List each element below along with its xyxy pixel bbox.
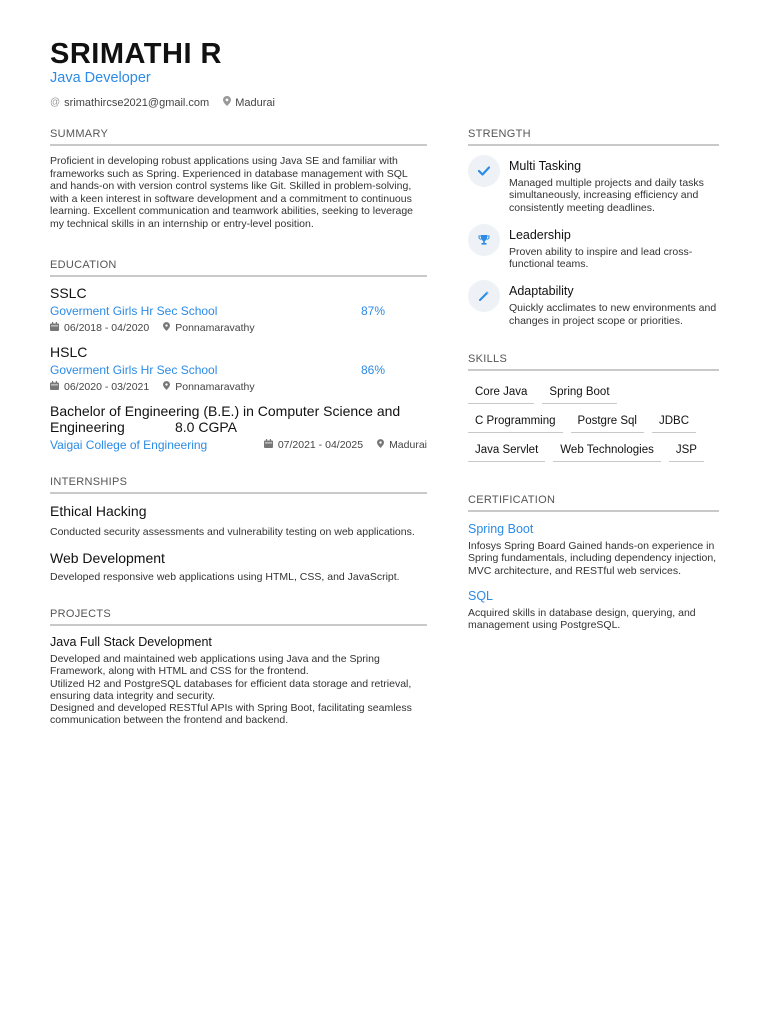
projects-heading: PROJECTS (50, 608, 427, 626)
skill-tag: Spring Boot (542, 383, 616, 404)
map-pin-icon (163, 322, 170, 334)
calendar-icon (264, 439, 273, 451)
education-item (50, 403, 427, 452)
education-dates: 07/2021 - 04/2025 (277, 439, 364, 451)
skill-tag: C Programming (468, 412, 563, 433)
location-text: Madurai (235, 96, 275, 109)
certification-title: SQL (468, 588, 494, 603)
strength-item (468, 159, 719, 214)
map-pin-icon (223, 96, 231, 109)
strength-desc: Quickly acclimates to new environments and changes in project scope or priorities. (509, 302, 717, 327)
right-column (468, 128, 719, 632)
calendar-icon (50, 381, 59, 393)
summary-text: Proficient in developing robust applications using Java SE and familiar with frameworks such as Spring. Experienced in database management with SQL and hands-on with version control systems like Git. Skilled in problem-solving, with a keen interest in software development and a commitment to continuous learning. Excellent communication and teamwork abilities, seeking to leverage my technical skills in an internship or entry-level position. (50, 155, 414, 230)
education-location: Ponnamaravathy (175, 381, 255, 393)
education-school: Goverment Girls Hr Sec School (50, 304, 218, 318)
education-score: 86% (360, 363, 385, 377)
left-column (50, 128, 427, 727)
education-item (50, 344, 427, 393)
map-pin-icon (163, 381, 170, 393)
education-heading: EDUCATION (50, 259, 427, 277)
education-degree: SSLC (50, 285, 87, 301)
skills-list (468, 383, 719, 462)
skill-tag: JSP (669, 441, 704, 462)
education-score: 87% (360, 304, 385, 318)
contact-info (50, 96, 275, 109)
strength-heading: STRENGTH (468, 128, 719, 146)
strength-desc: Managed multiple projects and daily tasks simultaneously, increasing efficiency and consistently meeting deadlines. (509, 177, 704, 214)
job-title: Java Developer (50, 70, 151, 86)
check-icon (468, 155, 500, 187)
strength-item (468, 284, 719, 327)
education-degree: HSLC (50, 344, 88, 360)
internship-title: Ethical Hacking (50, 503, 147, 519)
skill-tag: Core Java (468, 383, 534, 404)
skill-tag: Java Servlet (468, 441, 545, 462)
education-school: Vaigai College of Engineering (50, 438, 208, 452)
education-school: Goverment Girls Hr Sec School (50, 363, 218, 377)
strength-title: Multi Tasking (509, 159, 582, 173)
project-title: Java Full Stack Development (50, 635, 212, 649)
certification-title: Spring Boot (468, 522, 534, 537)
education-score: 8.0 CGPA (175, 419, 237, 435)
internship-item (50, 503, 427, 539)
strength-desc: Proven ability to inspire and lead cross-functional teams. (509, 245, 693, 271)
calendar-icon (50, 322, 59, 334)
certification-item (468, 522, 719, 577)
skills-heading: SKILLS (468, 353, 719, 371)
education-dates: 06/2018 - 04/2020 (64, 322, 150, 334)
internship-desc: Developed responsive web applications using HTML, CSS, and JavaScript. (50, 570, 400, 583)
certification-item (468, 589, 719, 632)
map-pin-icon (377, 439, 384, 451)
project-line: Utilized H2 and PostgreSQL databases for efficient data storage and retrieval, ensuring data integrity and security. (50, 677, 412, 702)
education-dates: 06/2020 - 03/2021 (64, 381, 150, 393)
education-degree: Bachelor of Engineering (B.E.) in Computer Science and Engineering (50, 403, 401, 435)
email-text: srimathircse2021@gmail.com (64, 96, 210, 109)
skill-tag: Web Technologies (553, 441, 661, 462)
project-line: Designed and developed RESTful APIs with Spring Boot, facilitating seamless communication between the frontend and backend. (50, 702, 412, 727)
education-location: Madurai (389, 439, 427, 451)
project-item (50, 635, 427, 727)
magic-wand-icon (468, 280, 500, 312)
location-contact (223, 96, 275, 109)
email-contact[interactable] (50, 97, 209, 109)
skill-tag: Postgre Sql (571, 412, 644, 433)
certification-desc: Infosys Spring Board Gained hands-on experience in Spring fundamentals, including dependency injection, MVC architecture, and RESTful web services. (468, 540, 717, 577)
at-icon: @ (50, 96, 61, 108)
education-location: Ponnamaravathy (175, 322, 255, 334)
certification-heading: CERTIFICATION (468, 494, 719, 512)
internship-title: Web Development (50, 549, 165, 566)
summary-heading: SUMMARY (50, 128, 427, 146)
project-desc (50, 653, 427, 727)
internships-heading: INTERNSHIPS (50, 476, 427, 494)
certification-desc: Acquired skills in database design, querying, and management using PostgreSQL. (468, 606, 696, 632)
skill-tag: JDBC (652, 412, 696, 433)
education-item (50, 285, 427, 334)
candidate-name: SRIMATHI R (50, 38, 223, 70)
trophy-icon (468, 224, 500, 256)
internship-item (50, 550, 427, 584)
strength-title: Adaptability (509, 284, 574, 299)
strength-title: Leadership (509, 227, 571, 242)
strength-item (468, 228, 719, 271)
internship-desc: Conducted security assessments and vulnerability testing on web applications. (50, 526, 415, 538)
project-line: Developed and maintained web applications using Java and the Spring Framework, along with HTML and CSS for the frontend. (50, 653, 380, 678)
